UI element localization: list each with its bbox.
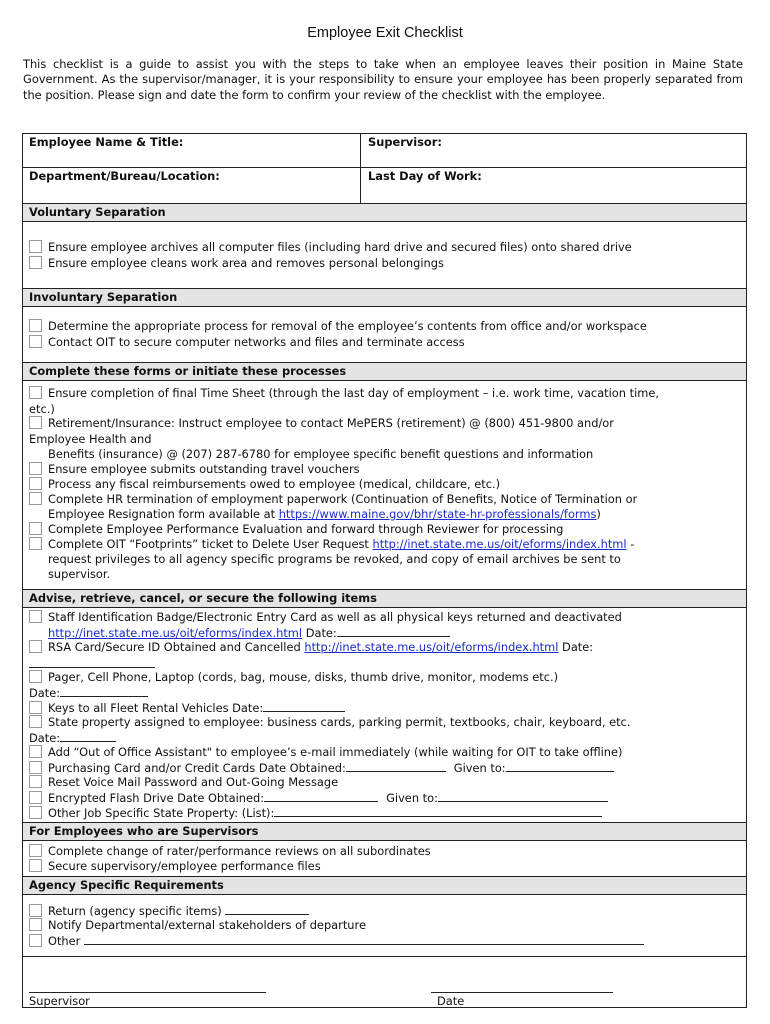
- checkbox[interactable]: [29, 844, 42, 857]
- checkbox[interactable]: [29, 319, 42, 332]
- checkbox[interactable]: [29, 335, 42, 348]
- checkbox[interactable]: [29, 256, 42, 269]
- supervisor-signature-line[interactable]: [29, 991, 266, 993]
- date-signature-label: Date: [437, 994, 465, 1008]
- agency-heading: Agency Specific Requirements: [29, 878, 224, 892]
- checkbox[interactable]: [29, 386, 42, 399]
- checkbox[interactable]: [29, 918, 42, 931]
- row-rule: [22, 221, 747, 222]
- row-rule: [22, 167, 747, 168]
- list-item: Return (agency specific items): [29, 903, 741, 919]
- checkbox[interactable]: [29, 761, 42, 774]
- list-item: State property assigned to employee: business cards, parking permit, textbooks, chair, keyboard, etc.: [29, 715, 741, 730]
- header-divider: [360, 133, 361, 203]
- row-rule: [22, 840, 747, 841]
- list-item: Add “Out of Office Assistant" to employee’s e-mail immediately (while waiting for OIT to take offline): [29, 745, 741, 760]
- forms-heading: Complete these forms or initiate these processes: [29, 364, 347, 378]
- list-item: Ensure employee archives all computer files (including hard drive and secured files) onto shared drive: [29, 240, 741, 255]
- list-item: Encrypted Flash Drive Date Obtained: Given to:: [29, 790, 741, 806]
- supervisors-heading: For Employees who are Supervisors: [29, 824, 259, 838]
- checkbox[interactable]: [29, 522, 42, 535]
- date-signature-line[interactable]: [431, 991, 613, 993]
- date-blank[interactable]: [60, 685, 148, 697]
- list-item: RSA Card/Secure ID Obtained and Cancelled http://inet.state.me.us/oit/eforms/index.html Date:: [29, 640, 741, 655]
- advise-heading: Advise, retrieve, cancel, or secure the following items: [29, 591, 377, 605]
- row-rule: [22, 306, 747, 307]
- list-item: Complete HR termination of employment paperwork (Continuation of Benefits, Notice of Termination or: [29, 492, 741, 507]
- checkbox[interactable]: [29, 701, 42, 714]
- list-item: Complete Employee Performance Evaluation and forward through Reviewer for processing: [29, 522, 741, 537]
- list-item: Ensure completion of final Time Sheet (through the last day of employment – i.e. work time, vacation time,: [29, 386, 741, 401]
- supervisor-label: Supervisor:: [368, 135, 442, 149]
- list-item: Keys to all Fleet Rental Vehicles Date:: [29, 700, 741, 716]
- checkbox[interactable]: [29, 610, 42, 623]
- other-blank[interactable]: [84, 933, 644, 945]
- list-item: Ensure employee submits outstanding travel vouchers: [29, 462, 741, 477]
- list-item: Pager, Cell Phone, Laptop (cords, bag, mouse, disks, thumb drive, monitor, modems etc.): [29, 670, 741, 685]
- last-day-label: Last Day of Work:: [368, 169, 482, 183]
- row-rule: [22, 607, 747, 608]
- checkbox[interactable]: [29, 492, 42, 505]
- page-title: Employee Exit Checklist: [307, 25, 463, 41]
- list-item: Notify Departmental/external stakeholders of departure: [29, 918, 741, 933]
- checkbox[interactable]: [29, 904, 42, 917]
- row-rule: [22, 203, 747, 204]
- list-item-continued: supervisor.: [48, 567, 111, 581]
- checkbox[interactable]: [29, 791, 42, 804]
- list-item: Secure supervisory/employee performance files: [29, 859, 741, 874]
- checkbox[interactable]: [29, 416, 42, 429]
- checkbox[interactable]: [29, 537, 42, 550]
- row-rule: [22, 362, 747, 363]
- list-item-continued: etc.): [29, 402, 55, 416]
- checkbox[interactable]: [29, 240, 42, 253]
- checkbox[interactable]: [29, 775, 42, 788]
- list-item: Determine the appropriate process for removal of the employee’s contents from office and/or workspace: [29, 319, 741, 334]
- row-rule: [22, 380, 747, 381]
- employee-name-label: Employee Name & Title:: [29, 135, 184, 149]
- oit-eforms-link[interactable]: http://inet.state.me.us/oit/eforms/index.html: [372, 537, 627, 551]
- given-to-blank[interactable]: [506, 760, 614, 772]
- list-item: Contact OIT to secure computer networks and files and terminate access: [29, 335, 741, 350]
- department-label: Department/Bureau/Location:: [29, 169, 220, 183]
- list-item-continued: request privileges to all agency specific programs be revoked, and copy of email archives be sent to: [48, 552, 621, 566]
- checkbox[interactable]: [29, 462, 42, 475]
- given-to-blank[interactable]: [438, 790, 608, 802]
- list-item-continued: Benefits (insurance) @ (207) 287-6780 for employee specific benefit questions and information: [48, 447, 594, 461]
- checkbox[interactable]: [29, 859, 42, 872]
- date-blank[interactable]: [337, 625, 450, 637]
- row-rule: [22, 822, 747, 823]
- checkbox[interactable]: [29, 934, 42, 947]
- row-rule: [22, 956, 747, 957]
- property-list-blank[interactable]: [274, 805, 602, 817]
- list-item-continued: Date:: [29, 730, 741, 746]
- list-item: Staff Identification Badge/Electronic Entry Card as well as all physical keys returned and deactivated: [29, 610, 741, 625]
- row-rule: [22, 288, 747, 289]
- checkbox[interactable]: [29, 670, 42, 683]
- list-item-continued: Employee Resignation form available at https://www.maine.gov/bhr/state-hr-professionals/forms): [48, 507, 601, 521]
- checkbox[interactable]: [29, 715, 42, 728]
- hr-forms-link[interactable]: https://www.maine.gov/bhr/state-hr-professionals/forms: [278, 507, 597, 521]
- list-item-continued: Employee Health and: [29, 432, 152, 446]
- list-item-continued: http://inet.state.me.us/oit/eforms/index.html Date:: [29, 625, 760, 641]
- list-item: Ensure employee cleans work area and removes personal belongings: [29, 256, 741, 271]
- list-item: Other: [29, 933, 741, 949]
- involuntary-heading: Involuntary Separation: [29, 290, 178, 304]
- row-rule: [22, 876, 747, 877]
- checkbox[interactable]: [29, 477, 42, 490]
- date-blank[interactable]: [60, 730, 116, 742]
- list-item: Other Job Specific State Property: (List):: [29, 805, 741, 821]
- row-rule: [22, 589, 747, 590]
- checkbox[interactable]: [29, 640, 42, 653]
- list-item: Purchasing Card and/or Credit Cards Date Obtained: Given to:: [29, 760, 741, 776]
- list-item: Reset Voice Mail Password and Out-Going Message: [29, 775, 741, 790]
- checkbox[interactable]: [29, 806, 42, 819]
- list-item: Complete change of rater/performance reviews on all subordinates: [29, 844, 741, 859]
- list-item-continued: Date:: [29, 685, 741, 701]
- date-blank[interactable]: [264, 790, 378, 802]
- list-item: Complete OIT “Footprints” ticket to Delete User Request http://inet.state.me.us/oit/eforms/index.html -: [29, 537, 741, 552]
- badge-eforms-link[interactable]: http://inet.state.me.us/oit/eforms/index.html: [48, 626, 303, 640]
- list-item: Retirement/Insurance: Instruct employee to contact MePERS (retirement) @ (800) 451-9800 and/or: [29, 416, 741, 431]
- list-item: Process any fiscal reimbursements owed to employee (medical, childcare, etc.): [29, 477, 741, 492]
- date-blank[interactable]: [346, 760, 446, 772]
- date-blank[interactable]: [29, 656, 155, 668]
- return-items-blank[interactable]: [225, 903, 309, 915]
- date-blank[interactable]: [263, 700, 345, 712]
- checkbox[interactable]: [29, 745, 42, 758]
- row-rule: [22, 894, 747, 895]
- supervisor-signature-label: Supervisor: [29, 994, 90, 1008]
- intro-paragraph: This checklist is a guide to assist you with the steps to take when an employee leaves their position in Maine State Government. As the supervisor/manager, it is your responsibility to ensure your employee has been properly separated from the position. Please sign and date the form to confirm your review of the checklist with the employee.: [23, 57, 743, 102]
- voluntary-heading: Voluntary Separation: [29, 205, 166, 219]
- rsa-eforms-link[interactable]: http://inet.state.me.us/oit/eforms/index.html: [304, 640, 559, 654]
